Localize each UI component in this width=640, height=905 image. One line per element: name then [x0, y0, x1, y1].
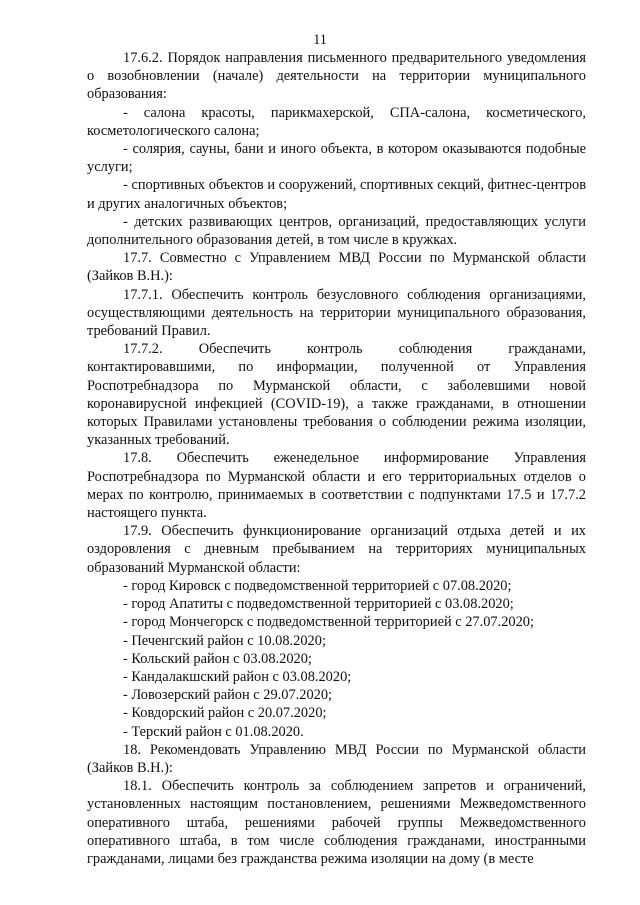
paragraph-17-6-2: 17.6.2. Порядок направления письменного предварительного уведомления о возобновлении (начале) деятельности на территории муниципального образования:: [87, 50, 586, 103]
paragraph-18: 18. Рекомендовать Управлению МВД России по Мурманской области (Зайков В.Н.):: [87, 741, 586, 776]
list-item: - Кольский район с 03.08.2020;: [123, 650, 312, 667]
document-body: [87, 49, 586, 868]
list-item-solarium: - солярия, сауны, бани и иного объекта, в котором оказываются подобные услуги;: [87, 141, 586, 176]
page-number: 11: [313, 32, 327, 48]
list-item-kids-centers: - детских развивающих центров, организаций, предоставляющих услуги дополнительного образования детей, в том числе в кружках.: [87, 213, 586, 249]
paragraph-17-7: 17.7. Совместно с Управлением МВД России по Мурманской области (Зайков В.Н.):: [87, 250, 586, 285]
paragraph-17-8: 17.8. Обеспечить еженедельное информирование Управления Роспотребнадзора по Мурманской области и его территориальных отделов о мерах по контролю, принимаемых в соответствии с подпунктами 17.5 и 17.7.2 настоящего пункта.: [87, 450, 586, 522]
list-item: - Терский район с 01.08.2020.: [123, 723, 304, 740]
list-item: - Кандалакшский район с 03.08.2020;: [123, 668, 352, 685]
list-item-beauty-salon: - салона красоты, парикмахерской, СПА-салона, косметического, косметологического салона;: [87, 104, 586, 139]
list-item: - Ловозерский район с 29.07.2020;: [123, 687, 333, 704]
list-item: - город Апатиты с подведомственной территорией с 03.08.2020;: [123, 596, 514, 613]
list-item: - город Мончегорск с подведомственной территорией с 27.07.2020;: [123, 614, 534, 631]
list-item-sports: - спортивных объектов и сооружений, спортивных секций, фитнес-центров и других аналогичных объектов;: [87, 177, 586, 212]
paragraph-17-7-2: 17.7.2. Обеспечить контроль соблюдения гражданами, контактировавшими, по информации, полученной от Управления Роспотребнадзора по Мурманской области, с заболевшими новой коронавирусной инфекцией (COVID-19), а также гражданами, в отношении которых Правилами установлены требования о соблюдении режима изоляции, указанных требований.: [87, 341, 586, 449]
paragraph-18-1: 18.1. Обеспечить контроль за соблюдением запретов и ограничений, установленных настоящим постановлением, решениями Межведомственного оперативного штаба, решениями рабочей группы Межведомственного оперативного штаба, в том числе соблюдения гражданами, иностранными гражданами, лицами без гражданства режима изоляции на дому (в месте: [87, 778, 586, 867]
list-item: - город Кировск с подведомственной территорией с 07.08.2020;: [123, 577, 512, 594]
camps-list: [87, 577, 586, 741]
paragraph-17-7-1: 17.7.1. Обеспечить контроль безусловного соблюдения организациями, осуществляющими деятельность на территории муниципального образования, требований Правил.: [87, 286, 586, 340]
paragraph-17-9: 17.9. Обеспечить функционирование организаций отдыха детей и их оздоровления с дневным пребыванием на территориях муниципальных образований Мурманской области:: [87, 523, 586, 576]
list-item: - Ковдорский район с 20.07.2020;: [123, 705, 327, 722]
list-item: - Печенгский район с 10.08.2020;: [123, 632, 326, 649]
